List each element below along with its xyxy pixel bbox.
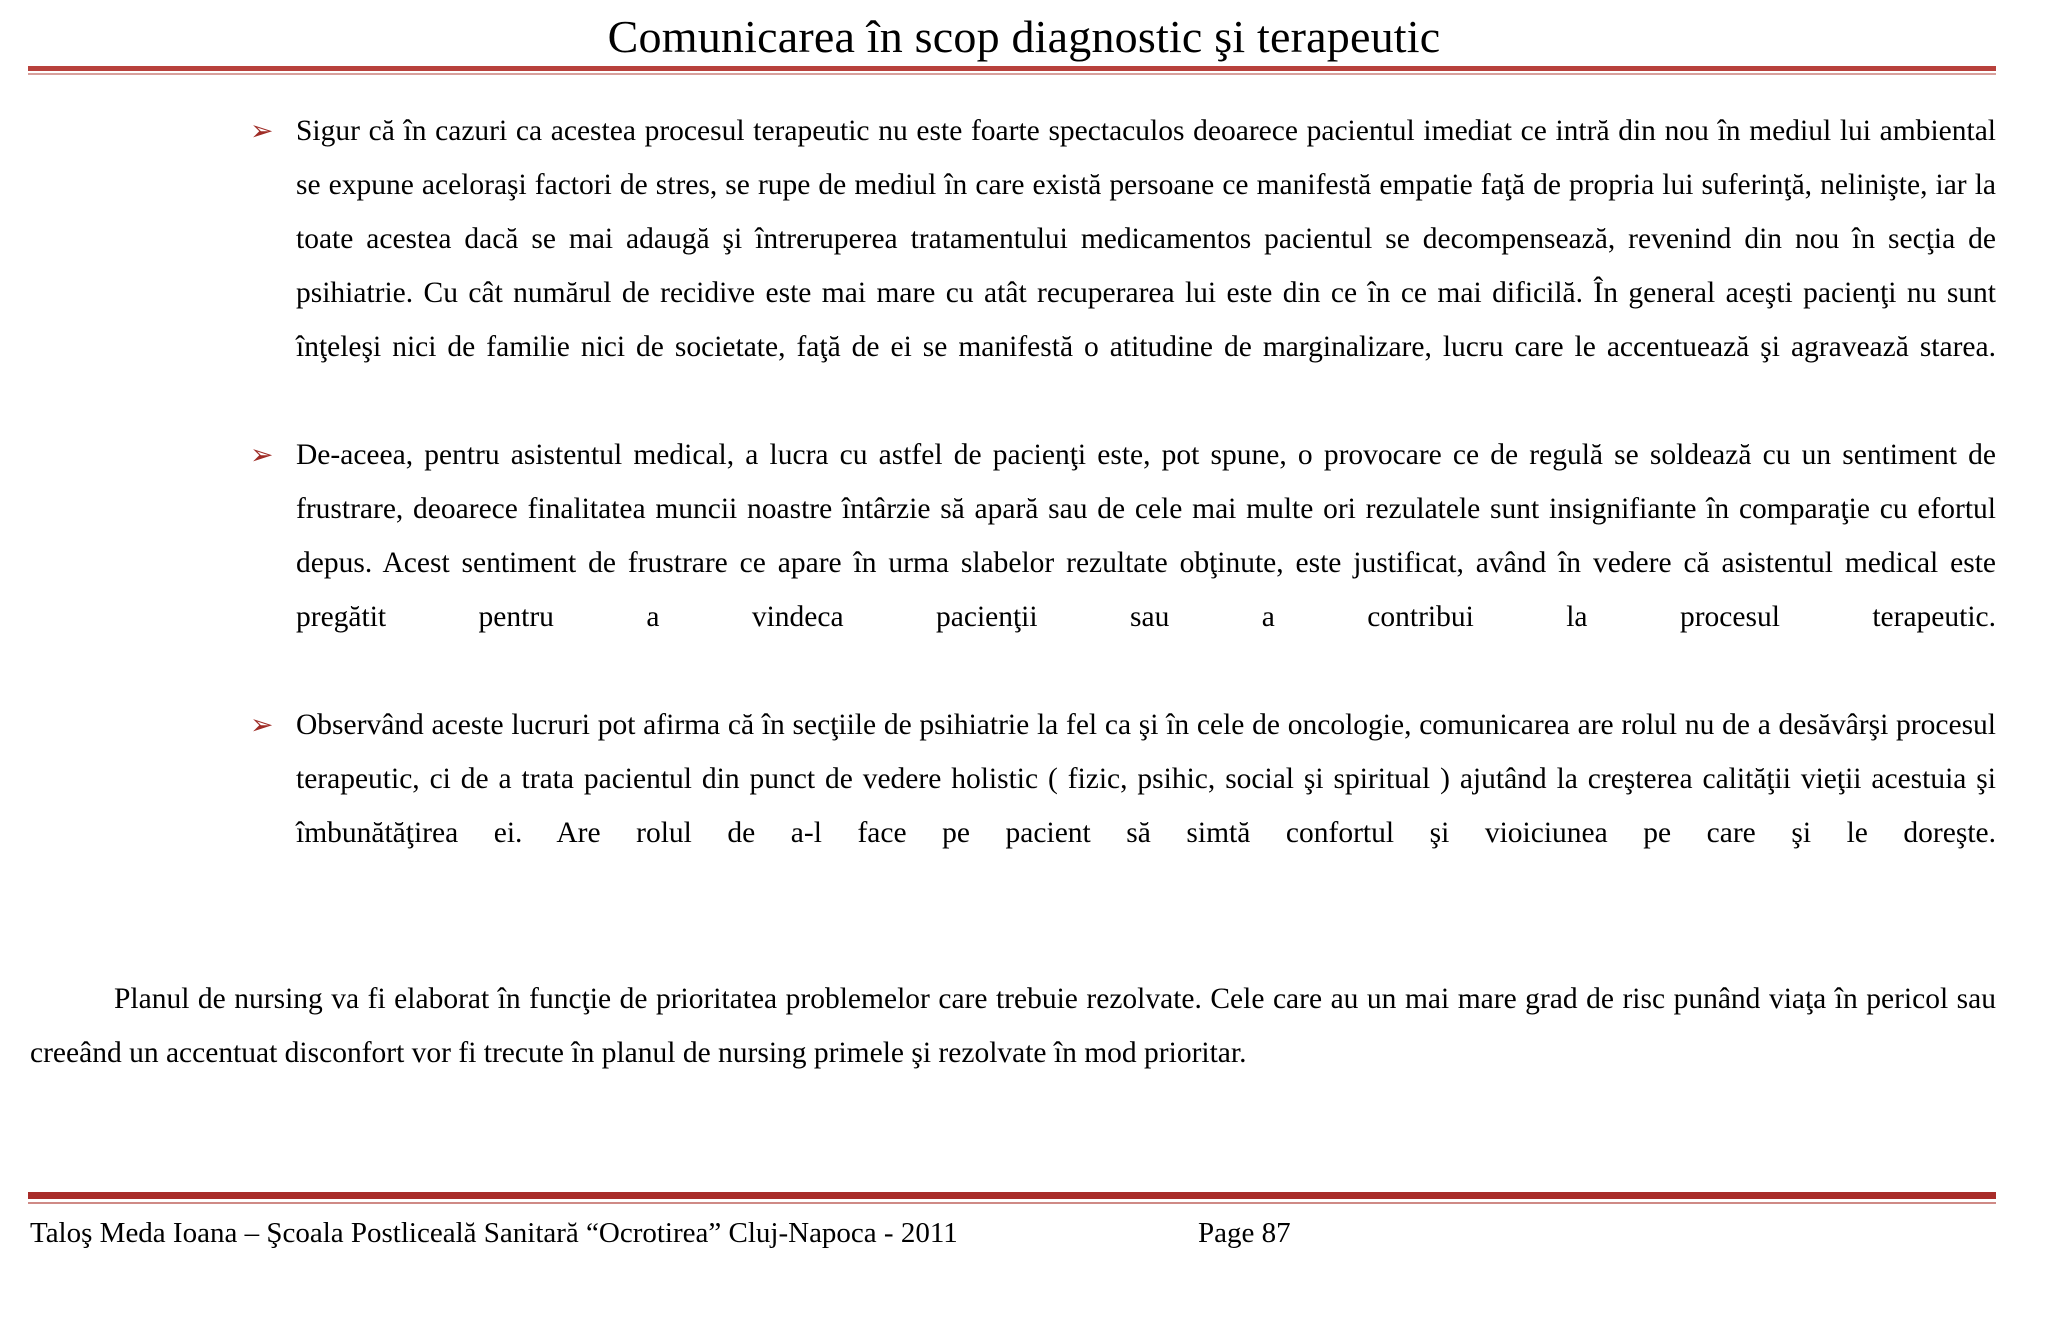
list-item-text: Sigur că în cazuri ca acestea procesul terapeutic nu este foarte spectaculos deoarece pacientul imediat ce intră din nou în mediul lui ambiental se expune aceloraşi factori de stres, se rupe de mediul în care există persoane ce manifestă empatie faţă de propria lui suferinţă, nelinişte, iar la toate acestea dacă se mai adaugă şi întreruperea tratamentului medicamentos pacientul se decompensează, revenind din nou în secţia de psihiatrie. Cu cât numărul de recidive este mai mare cu atât recuperarea lui este din ce în ce mai dificilă. În general aceşti pacienţi nu sunt înţeleşi nici de familie nici de societate, faţă de ei se manifestă o atitudine de marginalizare, lucru care le accentuează şi agravează starea. [296, 115, 1996, 363]
header-divider-thick-line [28, 66, 1996, 71]
page-title: Comunicarea în scop diagnostic şi terapeutic [607, 11, 1441, 62]
page-footer [0, 1210, 2048, 1270]
arrow-bullet-icon: ➢ [250, 114, 274, 147]
list-item [0, 104, 2048, 428]
footer-divider-thick-line [28, 1192, 1996, 1199]
list-item [0, 698, 2048, 914]
footer-divider [28, 1192, 1996, 1204]
header-divider [28, 66, 1996, 75]
list-item [0, 428, 2048, 698]
footer-credit-text: Taloş Meda Ioana – Şcoala Postliceală Sanitară “Ocrotirea” Cluj-Napoca - 2011 [30, 1217, 958, 1249]
list-item-text: Observând aceste lucruri pot afirma că în secţiile de psihiatrie la fel ca şi în cele de oncologie, comunicarea are rolul nu de a desăvârşi procesul terapeutic, ci de a trata pacientul din punct de vedere holistic ( fizic, psihic, social şi spiritual ) ajutând la creşterea calităţii vieţii acestuia şi îmbunătăţirea ei. Are rolul de a-l face pe pacient să simtă confortul şi vioiciunea pe care şi le doreşte. [296, 709, 1996, 849]
page-number: Page 87 [1198, 1217, 1291, 1249]
footer-divider-thin-line [28, 1202, 1996, 1204]
bullet-list [0, 104, 2048, 914]
arrow-bullet-icon: ➢ [250, 438, 274, 471]
list-item-text: De-aceea, pentru asistentul medical, a lucra cu astfel de pacienţi este, pot spune, o provocare ce de regulă se soldează cu un sentiment de frustrare, deoarece finalitatea muncii noastre întârzie să apară sau de cele mai multe ori rezulatele sunt insignifiante în comparaţie cu efortul depus. Acest sentiment de frustrare ce apare în urma slabelor rezultate obţinute, este justificat, având în vedere că asistentul medical este pregătit pentru a vindeca pacienţii sau a contribui la procesul terapeutic. [296, 439, 1996, 633]
header-divider-thin-line [28, 73, 1996, 75]
document-body [0, 104, 2048, 1080]
closing-paragraph: Planul de nursing va fi elaborat în funcţie de prioritatea problemelor care trebuie rezolvate. Cele care au un mai mare grad de risc punând viaţa în pericol sau creeând un accentuat disconfort vor fi trecute în planul de nursing primele şi rezolvate în mod prioritar. [30, 983, 1996, 1069]
page-header [0, 0, 2048, 92]
arrow-bullet-icon: ➢ [250, 708, 274, 741]
